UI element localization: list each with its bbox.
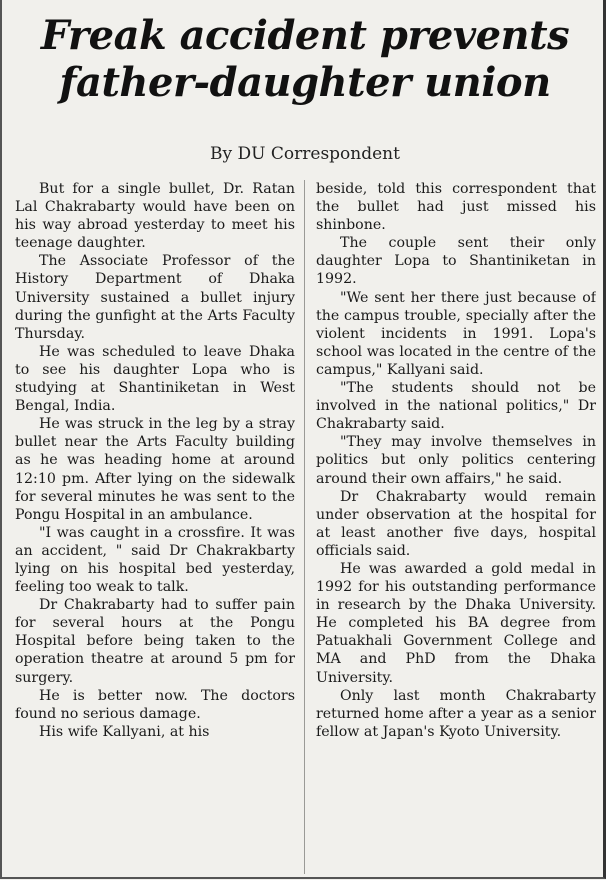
- paragraph: "I was caught in a crossfire. It was an accident, " said Dr Chakrakbarty lying on his hospital bed yesterday, feeling too weak to talk.: [15, 524, 295, 596]
- column-divider: [304, 180, 305, 874]
- headline: [6, 12, 604, 106]
- paragraph: But for a single bullet, Dr. Ratan Lal Chakrabarty would have been on his way abroad yesterday to meet his teenage daughter.: [15, 181, 295, 252]
- paragraph: Dr Chakrabarty had to suffer pain for several hours at the Pongu Hospital before being taken to the operation theatre at around 5 pm for surgery.: [15, 597, 295, 686]
- paragraph: He was struck in the leg by a stray bullet near the Arts Faculty building as he was heading home at around 12:10 pm. After lying on the sidewalk for several minutes he was sent to the Pongu Hospital in an ambulance.: [15, 416, 295, 523]
- paragraph: The Associate Professor of the History Department of Dhaka University sustained a bullet injury during the gunfight at the Arts Faculty Thursday.: [15, 253, 295, 342]
- paragraph: Only last month Chakrabarty returned home after a year as a senior fellow at Japan's Kyoto University.: [316, 687, 596, 740]
- left-column: [15, 180, 295, 880]
- paragraph: "We sent her there just because of the campus trouble, specially after the violent incidents in 1991. Lopa's school was located in the centre of the campus," Kallyani said.: [316, 289, 596, 378]
- paragraph: He is better now. The doctors found no serious damage.: [15, 687, 295, 722]
- byline: By DU Correspondent: [210, 144, 400, 164]
- paragraph: "The students should not be involved in the national politics," Dr Chakrabarty said.: [316, 380, 596, 433]
- paragraph: Dr Chakrabarty would remain under observation at the hospital for at least another five days, hospital officials said.: [316, 488, 596, 559]
- headline-line-2: father-daughter union: [59, 59, 551, 106]
- paragraph: He was scheduled to leave Dhaka to see his daughter Lopa who is studying at Shantiniketan in West Bengal, India.: [15, 343, 295, 415]
- headline-line-1: Freak accident prevents: [40, 12, 570, 59]
- right-column: [316, 180, 596, 880]
- paragraph: He was awarded a gold medal in 1992 for his outstanding performance in research by the Dhaka University. He completed his BA degree from Patuakhali Government College and MA and PhD from the Dhaka University.: [316, 560, 596, 686]
- paragraph: beside, told this correspondent that the bullet had just missed his shinbone.: [316, 181, 596, 234]
- paragraph: His wife Kallyani, at his: [39, 723, 210, 740]
- paragraph: The couple sent their only daughter Lopa to Shantiniketan in 1992.: [316, 235, 596, 288]
- paragraph: "They may involve themselves in politics but only politics centering around their own affairs," he said.: [316, 434, 596, 487]
